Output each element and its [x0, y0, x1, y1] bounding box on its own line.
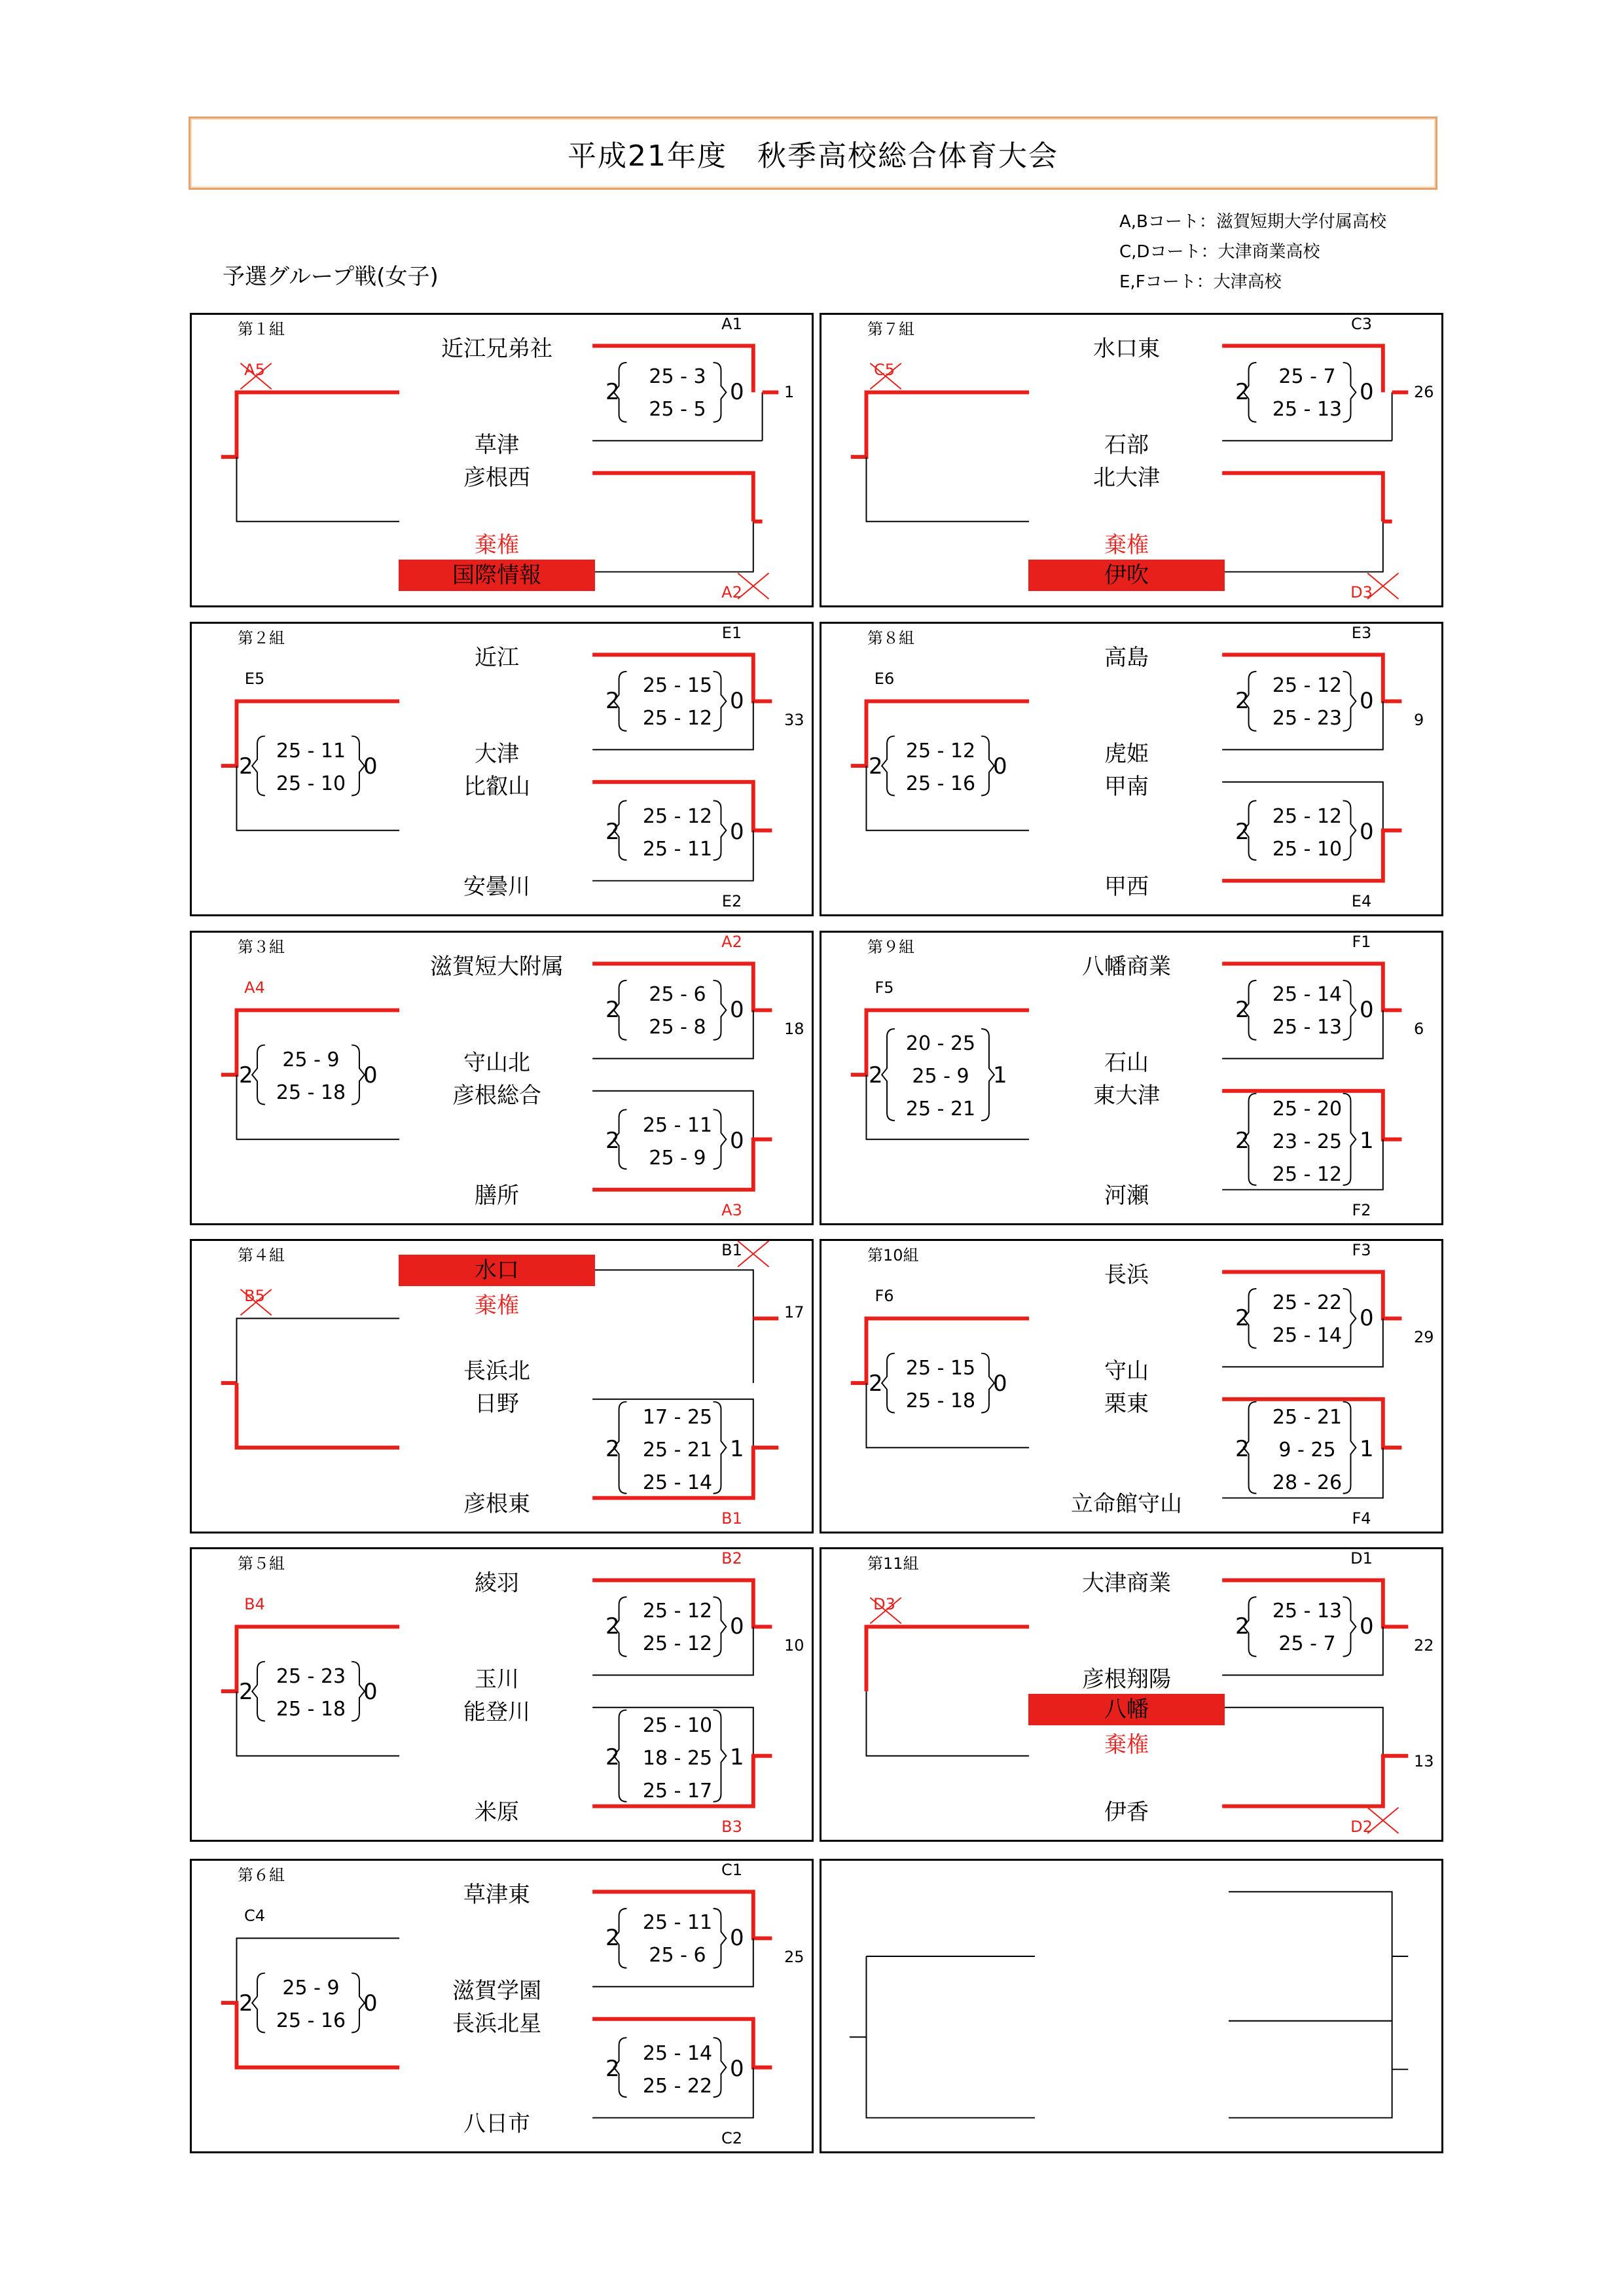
group-panel: [190, 1859, 814, 2153]
m2-sets-lost: 1: [1360, 1128, 1374, 1154]
team-name: 大津: [475, 741, 519, 767]
m1-set-score: 25 - 13: [1272, 398, 1343, 421]
final-loser-line: [236, 457, 399, 522]
empty-bracket-lines: [821, 1861, 1441, 2151]
final-set-score: 25 - 9: [282, 1049, 340, 1071]
rank-number: 1: [784, 383, 795, 401]
team-name: 草津: [475, 432, 519, 458]
final-sets: [272, 1972, 350, 2037]
match-code-bottom: D2: [1350, 1818, 1373, 1836]
team-name: 長浜北: [463, 1358, 530, 1384]
m1-set-score: 25 - 12: [642, 707, 713, 730]
team-name: 米原: [475, 1799, 519, 1825]
m1-sets-won: 2: [605, 1925, 620, 1951]
m1-set-score: 25 - 12: [1272, 674, 1343, 697]
final-loser-line: [236, 1318, 399, 1383]
team-name: 彦根総合: [452, 1083, 541, 1109]
group-panel: [190, 931, 814, 1225]
rank-number-2: 13: [1414, 1752, 1434, 1770]
m2-sets: [638, 1401, 717, 1499]
withdrawn-cross-bottom: [738, 573, 768, 599]
team-name: 北大津: [1093, 465, 1160, 491]
team-name: 長浜: [1104, 1262, 1149, 1288]
m2-sets: [1268, 800, 1346, 866]
m2-set-score: 25 - 11: [642, 1114, 713, 1137]
title-box: [189, 117, 1437, 190]
match2-winner-line: [592, 473, 753, 522]
team-name: 滋賀学園: [452, 1978, 541, 2004]
final-winner-line: [221, 392, 399, 457]
team-name: 守山: [1104, 1358, 1149, 1384]
match-code-top: F3: [1352, 1241, 1371, 1259]
team-name: 八幡: [1028, 1694, 1225, 1725]
m2-sets: [638, 800, 717, 866]
match-code-top: A1: [721, 315, 742, 333]
m2-set-score: 23 - 25: [1272, 1130, 1343, 1153]
m1-sets-lost: 0: [730, 1613, 744, 1640]
team-name: 綾羽: [475, 1570, 519, 1596]
final-sets-won: 2: [239, 1679, 253, 1705]
final-sets-lost: 0: [363, 1062, 378, 1088]
match-code-left: A4: [244, 978, 265, 997]
match-code-top: A2: [721, 933, 742, 951]
withdrawn-cross-top: [738, 1241, 768, 1266]
final-winner-line: [851, 392, 1029, 457]
final-loser-line: [866, 457, 1029, 522]
m1-sets-lost: 0: [730, 1925, 744, 1951]
m2-set-score: 25 - 10: [642, 1714, 713, 1737]
m2-sets-lost: 0: [730, 2056, 744, 2082]
team-name: 彦根東: [463, 1491, 530, 1517]
final-set-score: 25 - 11: [276, 740, 346, 762]
m1-set-score: 25 - 14: [1272, 1324, 1343, 1347]
m1-sets-lost: 0: [730, 997, 744, 1023]
group-name: 第４組: [238, 1246, 285, 1265]
m1-sets-lost: 0: [1360, 688, 1374, 714]
final-sets: [272, 1660, 350, 1726]
m1-sets: [1268, 978, 1346, 1044]
m2-sets-lost: 0: [1360, 819, 1374, 845]
m2-set-score: 25 - 14: [642, 1471, 713, 1494]
m2-sets: [638, 1710, 717, 1808]
match2-winner-line: [1222, 1756, 1408, 1806]
group-panel: [190, 313, 814, 607]
team-name: 水口: [399, 1255, 595, 1286]
group-panel: [190, 1239, 814, 1534]
match2-winner-line: [1222, 473, 1383, 522]
m1-set-score: 25 - 13: [1272, 1016, 1343, 1039]
team-name: 甲南: [1104, 774, 1149, 800]
final-set-score: 25 - 10: [276, 772, 346, 795]
section-title: 予選グループ戦(女子): [223, 264, 439, 290]
group-panel: [820, 313, 1443, 607]
m2-sets-lost: 1: [730, 1744, 744, 1770]
group-name: 第６組: [238, 1866, 285, 1884]
final-sets: [272, 735, 350, 800]
court-info-ef: E,Fコート：大津高校: [1119, 272, 1282, 292]
group-panel: [820, 622, 1443, 916]
page-title: 平成21年度 秋季高校総合体育大会: [568, 139, 1058, 173]
m1-sets: [638, 978, 717, 1044]
rank-number: 26: [1414, 383, 1434, 401]
m2-sets-won: 2: [605, 2056, 620, 2082]
team-name: 守山北: [463, 1050, 530, 1076]
team-name: 水口東: [1093, 336, 1160, 362]
court-info-cd: C,Dコート：大津商業高校: [1119, 242, 1320, 262]
final-set-score: 25 - 18: [905, 1390, 976, 1412]
final-sets-won: 2: [239, 1062, 253, 1088]
team-name: 高島: [1104, 645, 1149, 671]
final-sets-lost: 0: [993, 1371, 1007, 1397]
withdrawal-note: 棄権: [475, 532, 519, 558]
m1-sets-won: 2: [605, 379, 620, 405]
m1-sets: [638, 361, 717, 426]
m1-sets-won: 2: [1235, 1613, 1250, 1640]
team-name: 日野: [475, 1391, 519, 1417]
m2-sets-won: 2: [1235, 1436, 1250, 1462]
team-name: 伊香: [1104, 1799, 1149, 1825]
group-panel: [820, 1239, 1443, 1534]
m1-sets-lost: 0: [730, 379, 744, 405]
team-name: 膳所: [475, 1183, 519, 1209]
team-name: 比叡山: [463, 774, 530, 800]
rank-number: 6: [1414, 1020, 1424, 1038]
m1-sets-won: 2: [1235, 997, 1250, 1023]
group-name: 第11組: [867, 1554, 919, 1573]
final-sets-lost: 0: [363, 1990, 378, 2017]
m1-set-score: 25 - 15: [642, 674, 713, 697]
m1-set-score: 25 - 13: [1272, 1600, 1343, 1623]
match-code-left: F5: [875, 978, 894, 997]
m1-set-score: 25 - 5: [649, 398, 706, 421]
team-name: 石山: [1104, 1050, 1149, 1076]
match-code-bottom: C2: [721, 2129, 743, 2147]
group-name: 第９組: [867, 938, 914, 956]
final-winner-line: [221, 1383, 399, 1448]
m1-set-score: 25 - 8: [649, 1016, 706, 1039]
m2-set-score: 25 - 21: [642, 1439, 713, 1462]
group-name: 第３組: [238, 938, 285, 956]
rank-number: 29: [1414, 1328, 1434, 1346]
group-panel: [190, 1547, 814, 1842]
match2-loser-line: [592, 522, 753, 572]
m2-sets-lost: 1: [730, 1436, 744, 1462]
m1-sets-won: 2: [605, 997, 620, 1023]
team-name: 長浜北星: [452, 2011, 541, 2037]
m1-set-score: 25 - 14: [1272, 983, 1343, 1006]
m2-sets: [1268, 1401, 1346, 1499]
m1-set-score: 25 - 7: [1278, 365, 1336, 388]
m1-sets-lost: 0: [730, 688, 744, 714]
m2-set-score: 17 - 25: [642, 1406, 713, 1429]
m2-sets-won: 2: [1235, 1128, 1250, 1154]
final-sets-lost: 0: [993, 753, 1007, 780]
final-set-score: 25 - 15: [905, 1357, 976, 1380]
final-set-score: 25 - 16: [905, 772, 976, 795]
empty-bracket-panel: [820, 1859, 1443, 2153]
m2-sets: [1268, 1093, 1346, 1191]
match-code-bottom: F4: [1352, 1509, 1371, 1528]
m2-set-score: 25 - 20: [1272, 1098, 1343, 1121]
m2-set-score: 9 - 25: [1278, 1439, 1336, 1462]
team-name: 彦根翔陽: [1082, 1666, 1171, 1693]
m1-sets: [1268, 670, 1346, 735]
group-name: 第２組: [238, 629, 285, 647]
m2-sets-won: 2: [605, 1128, 620, 1154]
final-set-score: 25 - 9: [912, 1065, 969, 1088]
m1-set-score: 25 - 3: [649, 365, 706, 388]
match-code-bottom: A2: [721, 583, 742, 601]
team-name: 玉川: [475, 1666, 519, 1693]
match-code-left: C5: [873, 361, 895, 379]
withdrawal-note: 棄権: [475, 1293, 519, 1319]
m1-sets-won: 2: [605, 688, 620, 714]
final-sets-lost: 0: [363, 1679, 378, 1705]
team-name: 立命館守山: [1071, 1491, 1182, 1517]
final-sets-lost: 0: [363, 753, 378, 780]
final-set-score: 25 - 21: [905, 1098, 976, 1121]
m2-set-score: 25 - 21: [1272, 1406, 1343, 1429]
match-code-left: E6: [874, 670, 895, 688]
m2-sets-won: 2: [605, 819, 620, 845]
team-name: 八幡商業: [1082, 954, 1171, 980]
final-sets-won: 2: [869, 1371, 883, 1397]
final-set-score: 25 - 18: [276, 1081, 346, 1104]
match-code-top: D1: [1350, 1549, 1373, 1568]
team-name: 滋賀短大附属: [430, 954, 564, 980]
m1-sets: [638, 1907, 717, 1972]
final-sets: [901, 735, 980, 800]
rank-number: 17: [784, 1303, 804, 1321]
m2-set-score: 18 - 25: [642, 1747, 713, 1770]
group-panel: [820, 1547, 1443, 1842]
team-name: 近江兄弟社: [441, 336, 552, 362]
m1-set-score: 25 - 12: [642, 1632, 713, 1655]
match-code-left: E5: [244, 670, 265, 688]
match-code-bottom: E4: [1351, 892, 1372, 910]
final-set-score: 25 - 23: [276, 1665, 346, 1688]
withdrawal-note: 棄権: [1104, 1732, 1149, 1758]
m2-sets-won: 2: [1235, 819, 1250, 845]
m2-sets-lost: 1: [1360, 1436, 1374, 1462]
final-sets: [901, 1352, 980, 1418]
match-code-bottom: F2: [1352, 1201, 1371, 1219]
final-sets: [272, 1044, 350, 1109]
m1-sets: [638, 670, 717, 735]
court-info-ab: A,Bコート：滋賀短期大学付属高校: [1119, 212, 1386, 232]
m1-sets-lost: 0: [1360, 1613, 1374, 1640]
m2-set-score: 28 - 26: [1272, 1471, 1343, 1494]
team-name: 安曇川: [463, 874, 530, 900]
m1-sets-lost: 0: [1360, 997, 1374, 1023]
match-code-left: D3: [873, 1595, 895, 1613]
final-loser-line: [866, 1691, 1029, 1756]
final-sets: [901, 1028, 980, 1126]
m2-sets-lost: 0: [730, 1128, 744, 1154]
m1-sets-won: 2: [1235, 1305, 1250, 1331]
match-code-left: B4: [244, 1595, 265, 1613]
m1-sets-won: 2: [1235, 688, 1250, 714]
m2-sets: [638, 2037, 717, 2103]
group-name: 第５組: [238, 1554, 285, 1573]
final-sets-won: 2: [869, 753, 883, 780]
final-set-score: 25 - 16: [276, 2009, 346, 2032]
final-winner-line: [866, 1626, 1029, 1691]
team-name: 東大津: [1093, 1083, 1160, 1109]
m2-set-score: 25 - 12: [1272, 1163, 1343, 1186]
team-name: 甲西: [1104, 874, 1149, 900]
match-code-left: B5: [244, 1287, 265, 1305]
team-name: 彦根西: [463, 465, 530, 491]
m2-sets-lost: 0: [730, 819, 744, 845]
m1-set-score: 25 - 6: [649, 1944, 706, 1967]
final-sets-won: 2: [239, 1990, 253, 2017]
m2-set-score: 25 - 17: [642, 1780, 713, 1803]
match-code-top: E1: [721, 624, 742, 642]
group-name: 第１組: [238, 320, 285, 338]
m2-set-score: 25 - 14: [642, 2042, 713, 2065]
match-code-bottom: B3: [721, 1818, 742, 1836]
m1-set-score: 25 - 22: [1272, 1291, 1343, 1314]
rank-number: 18: [784, 1020, 804, 1038]
match-code-top: F1: [1352, 933, 1371, 951]
match-code-bottom: E2: [721, 892, 742, 910]
m2-sets: [638, 1109, 717, 1175]
match-code-bottom: B1: [721, 1509, 742, 1528]
m1-sets-won: 2: [605, 1613, 620, 1640]
m1-set-score: 25 - 7: [1278, 1632, 1336, 1655]
match2-loser-line: [1222, 1708, 1383, 1756]
m1-sets: [1268, 1287, 1346, 1352]
rank-number: 9: [1414, 711, 1424, 729]
m2-set-score: 25 - 12: [1272, 805, 1343, 828]
team-name: 大津商業: [1082, 1570, 1171, 1596]
withdrawal-note: 棄権: [1104, 532, 1149, 558]
final-sets-won: 2: [869, 1062, 883, 1088]
m1-sets: [1268, 1595, 1346, 1660]
match-code-top: B2: [721, 1549, 742, 1568]
final-set-score: 20 - 25: [905, 1032, 976, 1055]
team-name: 草津東: [463, 1882, 530, 1908]
group-panel: [190, 622, 814, 916]
team-name: 近江: [475, 645, 519, 671]
m2-set-score: 25 - 22: [642, 2075, 713, 2098]
team-name: 八日市: [463, 2111, 530, 2137]
m2-sets-won: 2: [605, 1436, 620, 1462]
team-name: 栗東: [1104, 1391, 1149, 1417]
m2-sets-won: 2: [605, 1744, 620, 1770]
final-set-score: 25 - 9: [282, 1977, 340, 2000]
m2-set-score: 25 - 9: [649, 1147, 706, 1170]
match1-line: [592, 1270, 753, 1383]
group-name: 第10組: [867, 1246, 919, 1265]
match-code-top: E3: [1351, 624, 1372, 642]
final-set-score: 25 - 18: [276, 1698, 346, 1721]
group-panel: [820, 931, 1443, 1225]
m1-set-score: 25 - 6: [649, 983, 706, 1006]
match-code-bottom: D3: [1350, 583, 1373, 601]
match-code-top: B1: [721, 1241, 742, 1259]
match-code-bottom: A3: [721, 1201, 742, 1219]
final-sets-won: 2: [239, 753, 253, 780]
rank-number: 25: [784, 1948, 804, 1966]
team-name: 能登川: [463, 1699, 530, 1725]
m1-sets-won: 2: [1235, 379, 1250, 405]
m1-sets: [638, 1595, 717, 1660]
rank-number: 33: [784, 711, 804, 729]
match2-loser-line: [1222, 522, 1383, 572]
match-code-left: C4: [244, 1907, 266, 1925]
match-code-top: C3: [1350, 315, 1373, 333]
m1-set-score: 25 - 12: [642, 1600, 713, 1623]
m1-set-score: 25 - 11: [642, 1911, 713, 1934]
m2-set-score: 25 - 10: [1272, 838, 1343, 861]
m2-set-score: 25 - 11: [642, 838, 713, 861]
rank-number: 22: [1414, 1636, 1434, 1655]
team-name: 石部: [1104, 432, 1149, 458]
match-code-left: F6: [875, 1287, 894, 1305]
team-name: 伊吹: [1028, 560, 1225, 591]
m1-sets: [1268, 361, 1346, 426]
match-code-top: C1: [721, 1861, 743, 1879]
final-sets-lost: 1: [993, 1062, 1007, 1088]
final-set-score: 25 - 12: [905, 740, 976, 762]
group-name: 第８組: [867, 629, 914, 647]
team-name: 虎姫: [1104, 741, 1149, 767]
match-code-left: A5: [244, 361, 265, 379]
group-name: 第７組: [867, 320, 914, 338]
team-name: 国際情報: [399, 560, 595, 591]
m1-sets-lost: 0: [1360, 379, 1374, 405]
m2-set-score: 25 - 12: [642, 805, 713, 828]
m1-set-score: 25 - 23: [1272, 707, 1343, 730]
m1-sets-lost: 0: [1360, 1305, 1374, 1331]
team-name: 河瀬: [1104, 1183, 1149, 1209]
rank-number: 10: [784, 1636, 804, 1655]
